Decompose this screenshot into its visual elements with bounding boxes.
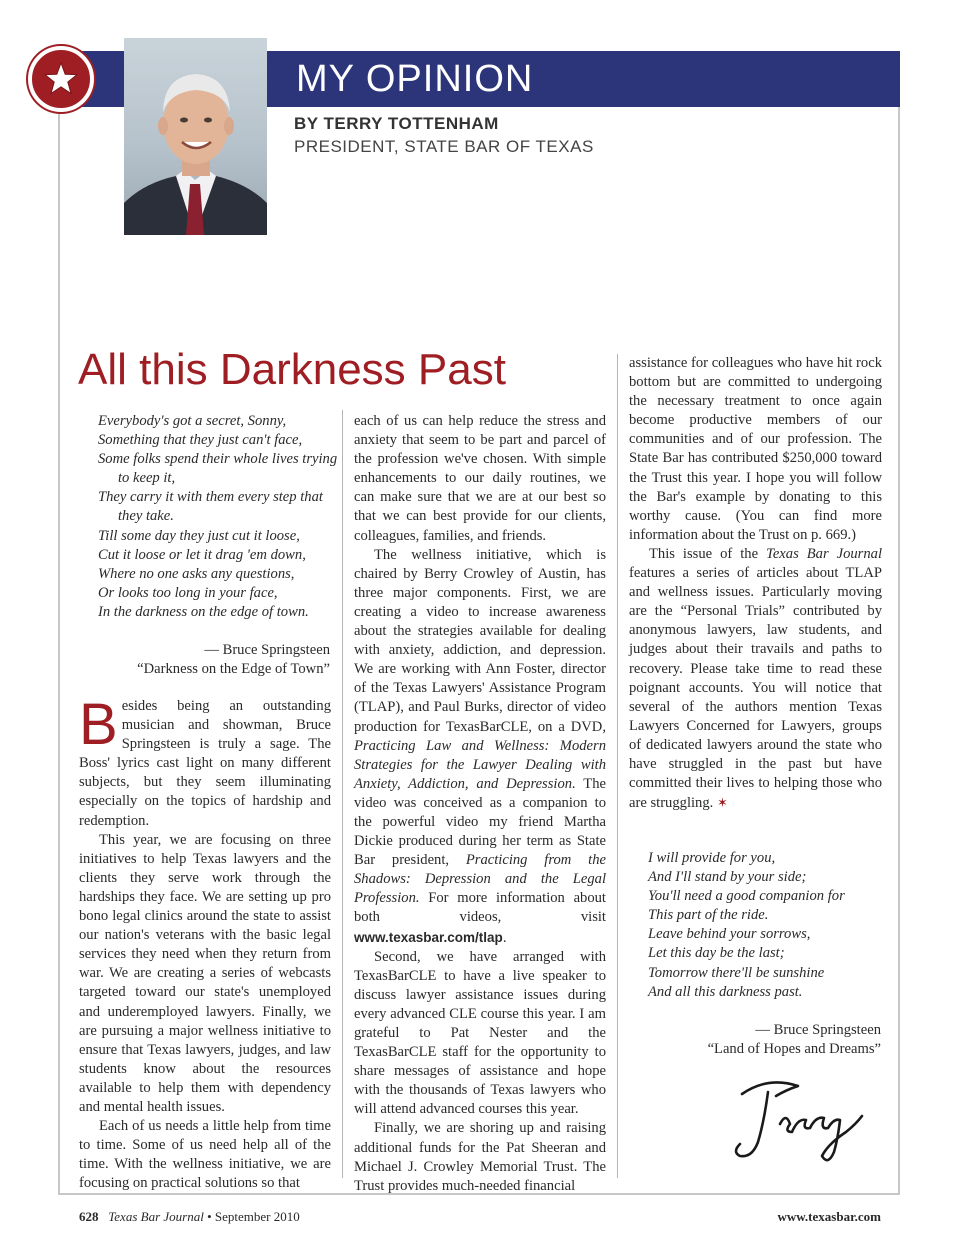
byline: BY TERRY TOTTENHAM: [294, 114, 499, 133]
paragraph-text: The wellness initiative, which is chaired by Berry Crowley of Austin, has three major components. First, we are creating a video to increase awareness about the strategies available for dealing with anxiety, addiction, and depression. We are working with Ann Foster, director of the Texas Lawyers' Assistance Program (TLAP), and Paul Burks, director of video production for TexasBarCLE, on a DVD,: [354, 546, 606, 735]
attribution-work: “Darkness on the Edge of Town”: [137, 661, 330, 678]
video-title: Practicing from the Shadows: Depression and the Legal Profession.: [354, 852, 606, 907]
epigraph-line: Some folks spend their whole lives trying: [98, 451, 338, 468]
paragraph: Finally, we are shoring up and raising additional funds for the Pat Sheeran and Michael J. Crowley Memorial Trust. The Trust provides much-needed financial: [354, 1120, 606, 1194]
footer-separator: •: [207, 1209, 212, 1224]
column-3: [629, 354, 882, 813]
column-1: [79, 692, 331, 1193]
epigraph-line: Till some day they just cut it loose,: [98, 527, 300, 544]
section-title: MY OPINION: [296, 58, 534, 100]
attribution-author: — Bruce Springsteen: [755, 1022, 881, 1038]
tlap-link[interactable]: www.texasbar.com/tlap: [354, 929, 503, 945]
epigraph-line: In the darkness on the edge of town.: [98, 603, 309, 620]
issue-date: September 2010: [214, 1209, 300, 1224]
verse-line: You'll need a good companion for: [648, 888, 845, 905]
footer-left: [79, 1209, 300, 1225]
paragraph: Each of us needs a little help from time to time. Some of us need help all of the time. With the wellness initiative, we are focusing on practical solutions so that: [79, 1118, 331, 1192]
end-mark-icon: ✶: [716, 795, 728, 811]
paragraph: Second, we have arranged with TexasBarCLE to have a live speaker to discuss lawyer assistance issues during every advanced CLE course this year. I am grateful to Pat Nester and the TexasBarCLE staff for the opportunity to share messages of assistance and hope with the thousands of Texas lawyers who will attend advanced courses this year.: [354, 948, 606, 1118]
paragraph: each of us can help reduce the stress and anxiety that seem to be part and parcel of the profession we've chosen. With simple enhancements to our daily routines, we can make sure that we are at our best so that we can best provide for our clients, colleagues, families, and friends.: [354, 413, 606, 544]
epigraph-line: to keep it,: [118, 470, 176, 487]
star-badge: [28, 46, 94, 112]
epigraph-line: Where no one asks any questions,: [98, 565, 295, 582]
verse-line: This part of the ride.: [648, 907, 769, 924]
video-title: Practicing Law and Wellness: Modern Strategies for the Lawyer Dealing with Anxiety, Addiction, and Depression.: [354, 737, 606, 792]
page-number: 628: [79, 1209, 99, 1224]
column-rule: [617, 354, 618, 1178]
paragraph: [354, 546, 606, 948]
paragraph: [629, 545, 882, 813]
verse-attribution: [708, 1021, 881, 1059]
verse-line: Leave behind your sorrows,: [648, 926, 811, 943]
epigraph-line: They carry it with them every step that: [98, 489, 323, 506]
epigraph-line: they take.: [118, 508, 174, 525]
paragraph-text: features a series of articles about TLAP and wellness issues. Particularly moving are the “Personal Trials” contributed by anonymous lawyers, law students, and judges about their travails and paths to recovery. Please take time to read these poignant accounts. You will notice that several of the authors mention Texas Lawyers Concerned for Lawyers, groups of dedicated lawyers around the state who have struggled in the past but have committed their lives to helping those who are struggling.: [629, 565, 882, 812]
verse-line: I will provide for you,: [648, 850, 776, 866]
epigraph-line: Everybody's got a secret, Sonny,: [98, 413, 287, 429]
author-photo: [124, 38, 267, 235]
attribution-work: “Land of Hopes and Dreams”: [707, 1041, 881, 1058]
attribution-author: — Bruce Springsteen: [204, 642, 330, 658]
paragraph-text: For more information about both videos, visit: [354, 890, 606, 926]
paragraph: [79, 692, 331, 831]
paragraph-text: .: [502, 929, 507, 946]
epigraph-line: Cut it loose or let it drag 'em down,: [98, 546, 306, 563]
byline-title: PRESIDENT, STATE BAR OF TEXAS: [294, 137, 594, 156]
column-rule: [342, 410, 343, 1178]
paragraph: This year, we are focusing on three initiatives to help Texas lawyers and the clients they serve work through the hardships they face. We are setting up pro bono legal clinics around the state to assist our nation's veterans with the basic legal services they need when they return from war. We are creating a series of webcasts targeted toward our state's unemployed and underemployed lawyers. Finally, we are pursuing a major wellness initiative to ensure that Texas lawyers, judges, and law students know about the resources available to help them with dependency and mental health issues.: [79, 831, 331, 1115]
journal-name: Texas Bar Journal: [108, 1209, 204, 1224]
epigraph-attribution: [137, 641, 330, 679]
journal-title: Texas Bar Journal: [766, 545, 883, 562]
verse-line: And all this darkness past.: [648, 983, 803, 1000]
drop-cap: B: [79, 692, 118, 757]
verse-line: Let this day be the last;: [648, 945, 785, 962]
verse-line: Tomorrow there'll be sunshine: [648, 964, 825, 981]
epigraph: [98, 412, 337, 622]
paragraph-text: The video was conceived as a companion to the powerful video my friend Martha Dickie produced during her term as State Bar president,: [354, 775, 606, 869]
paragraph: assistance for colleagues who have hit rock bottom but are committed to undergoing the necessary treatment to once again become productive members of our communities and of our profession. The State Bar has contributed $250,000 toward the Trust this year. I hope you will follow the Bar's example by donating to this worthy cause. (You can find more information about the Trust on p. 669.): [629, 355, 882, 543]
epigraph-line: Something that they just can't face,: [98, 432, 303, 449]
star-icon: [42, 60, 80, 98]
article-headline: All this Darkness Past: [78, 345, 506, 394]
verse-line: And I'll stand by your side;: [648, 869, 807, 886]
paragraph-text: This issue of the: [649, 545, 767, 562]
epigraph-line: Or looks too long in your face,: [98, 584, 278, 601]
website-link[interactable]: www.texasbar.com: [777, 1209, 881, 1224]
paragraph-text: esides being an outstanding musician and showman, Bruce Springsteen is truly a sage. The Boss' lyrics cast light on many different subjects, but they seem illuminating especially on the topics of hardship and redemption.: [79, 698, 331, 829]
signature: [728, 1072, 878, 1177]
column-2: [354, 412, 606, 1196]
closing-verse: [648, 849, 845, 1002]
